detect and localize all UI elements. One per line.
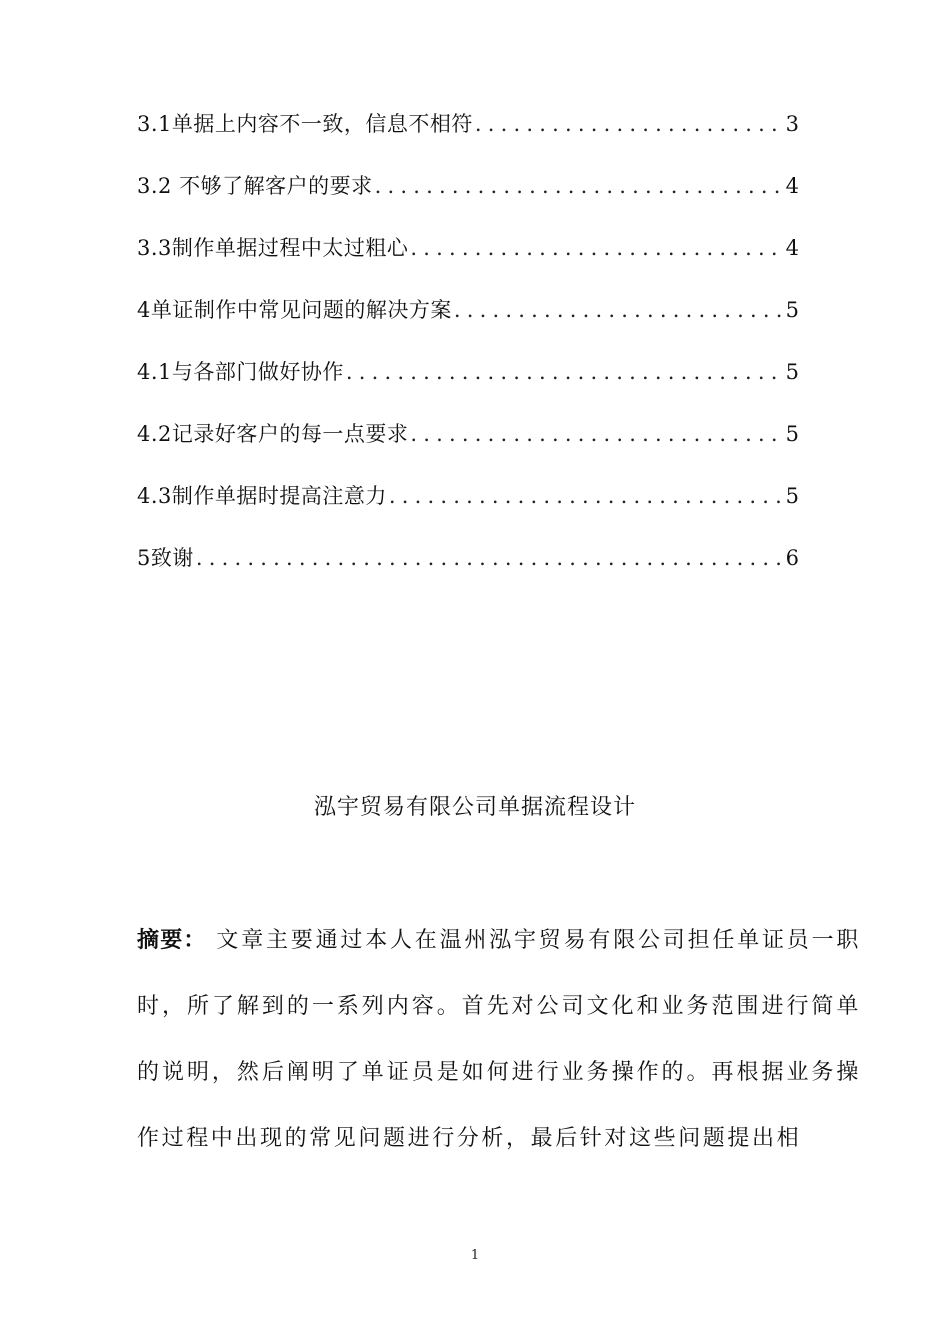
toc-entry[interactable] <box>137 348 799 410</box>
page-number: 1 <box>470 1248 480 1263</box>
toc-entry-page: 4 <box>785 236 799 260</box>
toc-entry-label: 4.2记录好客户的每一点要求 <box>137 422 409 446</box>
toc-entry-label: 3.3制作单据过程中太过粗心 <box>137 236 409 260</box>
abstract-text: 文章主要通过本人在温州泓宇贸易有限公司担任单证员一职时，所了解到的一系列内容。首先对公司文化和业务范围进行简单的说明，然后阐明了单证员是如何进行业务操作的。再根据业务操作过程中出现的常见问题进行分析，最后针对这些问题提出相 <box>137 928 861 1151</box>
toc-entry-page: 6 <box>785 546 799 570</box>
toc-entry-page: 5 <box>785 298 799 322</box>
toc-entry-label: 3.1单据上内容不一致，信息不相符 <box>137 112 473 136</box>
toc-leader-dots <box>344 348 784 396</box>
toc-leader-dots <box>452 286 784 334</box>
toc-entry-page: 4 <box>785 174 799 198</box>
toc-leader-dots <box>194 534 784 582</box>
toc-entry-page: 5 <box>785 422 799 446</box>
toc-leader-dots <box>408 410 783 458</box>
toc-entry[interactable] <box>137 534 799 596</box>
toc-entry[interactable] <box>137 286 799 348</box>
toc-leader-dots <box>373 162 784 210</box>
toc-leader-dots <box>473 100 784 148</box>
toc-entry-label: 4单证制作中常见问题的解决方案 <box>137 298 452 322</box>
abstract-paragraph <box>137 908 861 1172</box>
toc-entry[interactable] <box>137 224 799 286</box>
toc-entry[interactable] <box>137 162 799 224</box>
toc-entry-page: 5 <box>785 484 799 508</box>
toc-leader-dots <box>387 472 784 520</box>
toc-entry[interactable] <box>137 472 799 534</box>
toc-entry-label: 4.3制作单据时提高注意力 <box>137 484 387 508</box>
toc-entry-label: 4.1与各部门做好协作 <box>137 360 344 384</box>
abstract-label: 摘要： <box>137 928 207 953</box>
document-title: 泓宇贸易有限公司单据流程设计 <box>313 795 636 820</box>
table-of-contents <box>137 100 799 596</box>
toc-entry[interactable] <box>137 100 799 162</box>
toc-entry-label: 3.2 不够了解客户的要求 <box>137 174 373 198</box>
toc-leader-dots <box>408 224 783 272</box>
toc-entry-page: 5 <box>785 360 799 384</box>
toc-entry-page: 3 <box>785 112 799 136</box>
toc-entry-label: 5致谢 <box>137 546 194 570</box>
toc-entry[interactable] <box>137 410 799 472</box>
